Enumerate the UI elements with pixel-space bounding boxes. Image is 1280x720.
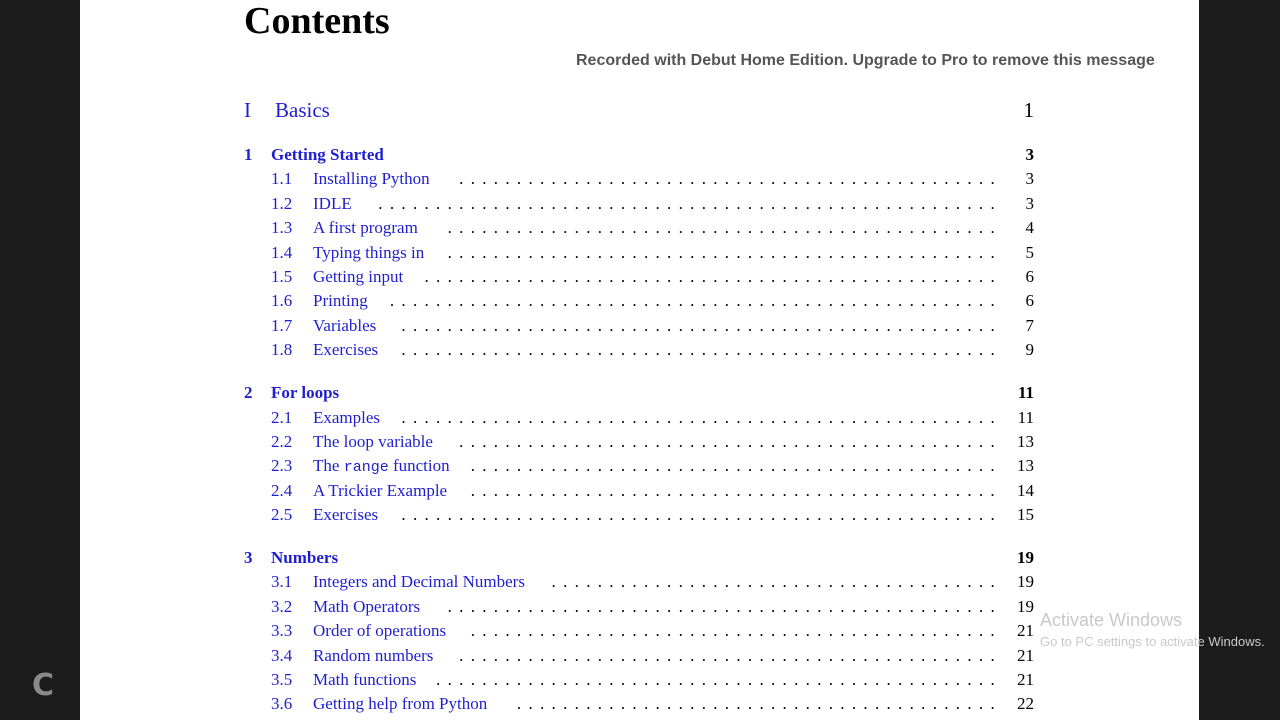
leader-dots: .................................................... [401, 340, 1002, 360]
toc-section[interactable] [244, 668, 1034, 692]
toc-section[interactable] [244, 570, 1034, 594]
section-code: range [343, 459, 389, 477]
section-label [313, 289, 368, 313]
section-page: 7 [1025, 315, 1034, 335]
leader-dots: ..................................................... [389, 291, 1002, 311]
section-label [313, 241, 424, 265]
chapter-label: Getting Started [271, 145, 384, 164]
toc-section[interactable] [244, 479, 1034, 503]
leader-dots: ............................................... [459, 431, 1002, 451]
leader-dots: .................................................... [401, 407, 1002, 427]
section-page: 9 [1025, 340, 1034, 360]
section-number: 1.4 [271, 242, 293, 262]
section-title: A Trickier Example [313, 480, 448, 500]
leader-dots: .......................................... [516, 694, 1002, 714]
section-title: IDLE [313, 193, 352, 213]
section-number: 1.5 [271, 266, 293, 286]
section-title: The loop variable [313, 431, 433, 451]
part-number: I [244, 98, 251, 122]
section-page: 6 [1025, 291, 1034, 311]
chapter-number: 2 [244, 383, 253, 403]
toc-part[interactable] [244, 98, 1034, 126]
chapter-number: 1 [244, 145, 253, 164]
section-label [313, 192, 352, 216]
leader-dots: ................................................ [447, 242, 1002, 262]
toc-chapter[interactable] [244, 143, 1034, 167]
leader-dots: .................................................... [401, 505, 1002, 525]
section-title: Math Operators [313, 596, 421, 616]
leader-dots: ................................................. [436, 670, 1002, 689]
section-label [313, 644, 433, 668]
section-label [313, 167, 430, 191]
section-page: 21 [1017, 670, 1034, 689]
section-page: 3 [1025, 169, 1034, 189]
section-page: 5 [1025, 242, 1034, 262]
section-label [313, 479, 447, 503]
leader-dots: ................................................ [447, 218, 1002, 238]
section-label [313, 430, 433, 454]
leader-dots: ...................................................... [378, 193, 1002, 213]
chapter-page: 19 [1017, 548, 1034, 568]
section-label [313, 454, 450, 480]
chapter-page: 11 [1017, 383, 1034, 403]
section-title: Variables [313, 315, 377, 335]
section-title: Getting help from Python [313, 694, 488, 714]
section-title: A first program [313, 218, 418, 238]
section-page: 21 [1017, 621, 1034, 641]
toc-section[interactable] [244, 503, 1034, 527]
leader-dots: ............................................... [459, 169, 1002, 189]
toc-section[interactable] [244, 338, 1034, 362]
toc-list [244, 143, 1034, 717]
section-title-suffix: function [388, 456, 450, 476]
activate-windows-subtitle: Go to PC settings to activate Windows. [1040, 634, 1265, 649]
section-page: 3 [1025, 193, 1034, 213]
toc-section[interactable] [244, 406, 1034, 430]
section-title: Math functions [313, 670, 417, 689]
chapter-number: 3 [244, 548, 253, 568]
chapter-label: Numbers [271, 548, 339, 568]
section-number: 1.3 [271, 218, 293, 238]
section-number: 1.6 [271, 291, 293, 311]
page-title: Contents [244, 0, 390, 42]
part-label: Basics [275, 98, 330, 122]
section-label [313, 265, 403, 289]
leader-dots: ................................................ [447, 596, 1002, 616]
app-logo-icon: C [32, 668, 55, 703]
toc-section[interactable] [244, 192, 1034, 216]
activate-windows-title: Activate Windows [1040, 610, 1183, 630]
section-title: Installing Python [313, 169, 430, 189]
section-title: Random numbers [313, 645, 434, 665]
chapter-page: 3 [1025, 145, 1034, 164]
section-page: 11 [1017, 407, 1034, 427]
section-number: 3.2 [271, 596, 293, 616]
section-page: 6 [1025, 266, 1034, 286]
section-page: 15 [1017, 505, 1034, 525]
toc-section[interactable] [244, 454, 1034, 478]
section-title: Order of operations [313, 621, 447, 641]
section-page: 4 [1025, 218, 1034, 238]
section-number: 2.4 [271, 480, 293, 500]
section-title: Integers and Decimal Numbers [313, 572, 525, 592]
section-page: 22 [1017, 694, 1034, 714]
section-label [313, 216, 418, 240]
section-number: 3.4 [271, 645, 293, 665]
section-title: The [313, 456, 344, 476]
section-title: Printing [313, 291, 368, 311]
section-title: Getting input [313, 266, 404, 286]
section-label [313, 338, 378, 362]
section-number: 3.3 [271, 621, 293, 641]
section-title: Examples [313, 407, 381, 427]
section-page: 14 [1017, 480, 1034, 500]
toc-section[interactable] [244, 644, 1034, 668]
leader-dots: .................................................. [424, 266, 1002, 286]
section-number: 3.1 [271, 572, 293, 592]
leader-dots: .............................................. [470, 621, 1002, 641]
section-number: 3.6 [271, 694, 293, 714]
section-label [313, 406, 380, 430]
toc-section[interactable] [244, 216, 1034, 240]
section-number: 1.7 [271, 315, 293, 335]
toc-chapter[interactable] [244, 381, 1034, 405]
leader-dots: .............................................. [470, 480, 1002, 500]
section-number: 2.2 [271, 431, 293, 451]
section-number: 2.5 [271, 505, 293, 525]
chapter-label: For loops [271, 383, 340, 403]
toc-section[interactable] [244, 167, 1034, 191]
section-number: 1.2 [271, 193, 293, 213]
section-label [313, 314, 376, 338]
section-title: Exercises [313, 505, 379, 525]
section-number: 1.1 [271, 169, 293, 189]
section-page: 19 [1017, 596, 1034, 616]
toc-section[interactable] [244, 430, 1034, 454]
leader-dots: ............................................... [459, 645, 1002, 665]
section-label [313, 619, 446, 643]
recorder-watermark: Recorded with Debut Home Edition. Upgrade to Pro to remove this message [576, 52, 1155, 69]
document-page [80, 0, 1199, 720]
toc-section[interactable] [244, 692, 1034, 716]
leader-dots: ....................................... [551, 572, 1002, 592]
section-label [313, 668, 416, 692]
toc-section[interactable] [244, 314, 1034, 338]
toc-section[interactable] [244, 619, 1034, 643]
section-page: 13 [1017, 456, 1034, 476]
section-number: 2.1 [271, 407, 293, 427]
section-number: 3.5 [271, 670, 293, 689]
leader-dots: .............................................. [470, 456, 1002, 476]
toc-section[interactable] [244, 241, 1034, 265]
toc-section[interactable] [244, 265, 1034, 289]
section-page: 13 [1017, 431, 1034, 451]
toc-section[interactable] [244, 289, 1034, 313]
section-label [313, 503, 378, 527]
part-page: 1 [1023, 98, 1034, 122]
section-number: 2.3 [271, 456, 293, 476]
section-label [313, 570, 525, 594]
section-page: 19 [1017, 572, 1034, 592]
toc-chapter[interactable] [244, 546, 1034, 570]
section-title: Typing things in [313, 242, 425, 262]
section-label [313, 692, 487, 716]
section-number: 1.8 [271, 340, 293, 360]
right-margin [1199, 0, 1280, 720]
section-label [313, 595, 420, 619]
section-title: Exercises [313, 340, 379, 360]
leader-dots: .................................................... [401, 315, 1002, 335]
toc-section[interactable] [244, 595, 1034, 619]
section-page: 21 [1017, 645, 1034, 665]
